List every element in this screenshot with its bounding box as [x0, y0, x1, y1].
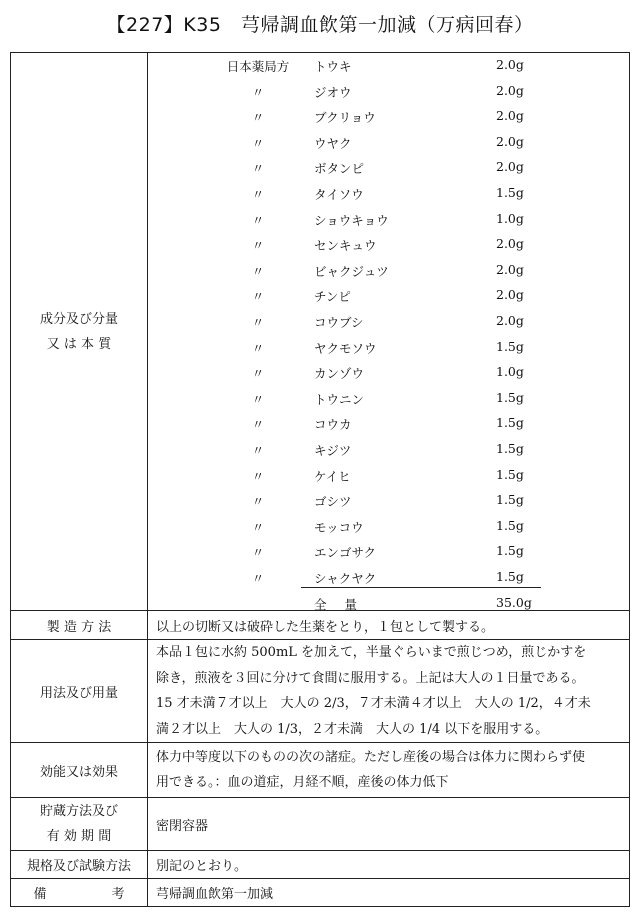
storage-label	[11, 798, 148, 851]
ingredient-row	[156, 57, 623, 75]
ingredient-amount: 1.5g	[496, 466, 524, 482]
ingredient-source: 〃	[251, 161, 265, 177]
ingredient-source: 〃	[251, 315, 265, 330]
ingredient-source: 〃	[251, 340, 265, 356]
ingredient-name: カンゾウ	[314, 366, 365, 382]
ingredient-row	[156, 83, 623, 101]
ingredient-amount: 2.0g	[496, 236, 524, 252]
ingredient-source: 〃	[251, 212, 265, 228]
ingredient-amount: 2.0g	[496, 82, 524, 98]
ingredient-source: 〃	[251, 366, 265, 382]
ingredient-source: 〃	[251, 417, 265, 433]
ingredient-source: 〃	[251, 443, 265, 458]
specs-label: 規格及び試験方法	[11, 851, 148, 879]
ingredient-row	[156, 364, 623, 382]
total-label: 全量	[314, 596, 376, 612]
ingredient-row	[156, 159, 623, 177]
ingredient-row	[156, 108, 623, 126]
ingredient-row	[156, 339, 623, 357]
efficacy-line: 体力中等度以下のものの次の諸症。ただし産後の場合は体力に関わらず使	[156, 749, 586, 765]
storage-label-line1: 貯蔵方法及び	[39, 804, 118, 819]
storage-label-line2: 有 効 期 間	[46, 829, 112, 844]
ingredient-source: 〃	[251, 110, 265, 126]
ingredient-name: エンゴサク	[314, 545, 377, 561]
ingredient-amount: 1.5g	[496, 415, 524, 431]
ingredient-amount: 1.5g	[496, 441, 524, 456]
ingredient-list	[156, 53, 623, 612]
efficacy-label: 効能又は効果	[11, 743, 148, 798]
ingredient-row	[156, 518, 623, 536]
efficacy-line: 用できる。：血の道症，月経不順，産後の体力低下	[156, 775, 449, 790]
spec-table	[10, 52, 630, 907]
remarks-row	[11, 879, 630, 907]
composition-value	[148, 53, 630, 611]
ingredient-name: ブクリョウ	[314, 110, 376, 126]
ingredient-row	[156, 313, 623, 331]
ingredient-name: ヤクモソウ	[314, 340, 377, 356]
ingredient-row	[156, 390, 623, 408]
ingredient-name: ボタンピ	[314, 161, 365, 177]
ingredient-amount: 2.0g	[496, 57, 524, 72]
ingredient-row	[156, 543, 623, 561]
ingredient-name: ビャクジュツ	[314, 263, 389, 279]
ingredient-row	[156, 287, 623, 305]
ingredient-source: 〃	[251, 187, 265, 202]
ingredient-row	[156, 467, 623, 485]
composition-row	[11, 53, 630, 611]
ingredient-source: 〃	[251, 289, 265, 305]
ingredient-name: ケイヒ	[314, 468, 351, 484]
ingredient-amount: 1.5g	[496, 517, 524, 533]
ingredient-row	[156, 415, 623, 433]
ingredient-name: キジツ	[314, 443, 352, 458]
total-amount: 35.0g	[496, 594, 532, 610]
specs-text: 別記のとおり。	[148, 851, 630, 879]
ingredient-source: 〃	[251, 545, 265, 561]
ingredient-amount: 2.0g	[496, 159, 524, 175]
remarks-text: 芎帰調血飲第一加減	[148, 879, 630, 907]
manufacturing-row	[11, 611, 630, 640]
manufacturing-text: 以上の切断又は破砕した生薬をとり，１包として製する。	[148, 611, 630, 640]
ingredient-source: 〃	[251, 494, 265, 510]
ingredient-row	[156, 211, 623, 229]
ingredient-row	[156, 441, 623, 459]
ingredient-row	[156, 185, 623, 203]
ingredient-source: 〃	[251, 263, 265, 279]
efficacy-text	[148, 743, 630, 798]
dosage-label: 用法及び用量	[11, 640, 148, 743]
ingredient-amount: 2.0g	[496, 133, 524, 149]
dosage-line: 本品１包に水約 500mL を加えて，半量ぐらいまで煎じつめ，煎じかすを	[156, 645, 587, 660]
ingredient-source: 〃	[251, 84, 265, 100]
ingredient-name: ジオウ	[314, 84, 352, 100]
composition-label	[11, 53, 148, 611]
ingredient-name: コウブシ	[314, 315, 364, 330]
dosage-line: 除き，煎液を３回に分けて食間に服用する。上記は大人の１日量である。	[156, 670, 585, 686]
ingredient-amount: 1.5g	[496, 543, 524, 559]
ingredient-source: 〃	[251, 468, 265, 484]
ingredient-source: 〃	[251, 571, 265, 586]
ingredient-name: センキュウ	[314, 238, 377, 254]
dosage-line: 15 才未満７才以上 大人の 2/3，７才未満４才以上 大人の 1/2，４才未	[156, 696, 591, 711]
efficacy-row	[11, 743, 630, 798]
ingredient-name: コウカ	[314, 417, 352, 433]
composition-label-line1: 成分及び分量	[39, 311, 118, 327]
ingredient-amount: 1.5g	[496, 338, 524, 354]
document-title: 【227】K35 芎帰調血飲第一加減（万病回春）	[106, 14, 534, 36]
ingredient-amount: 1.5g	[496, 185, 524, 200]
ingredient-amount: 1.0g	[496, 210, 524, 226]
ingredient-source: 〃	[251, 135, 265, 151]
ingredient-row	[156, 569, 623, 587]
ingredient-amount: 1.5g	[496, 569, 524, 584]
ingredient-row	[156, 262, 623, 280]
ingredient-source: 〃	[251, 391, 265, 407]
ingredient-amount: 1.5g	[496, 389, 524, 405]
dosage-row	[11, 640, 630, 743]
ingredient-name: ゴシツ	[314, 494, 352, 510]
ingredient-row	[156, 134, 623, 152]
ingredient-name: トウニン	[314, 391, 365, 407]
storage-text: 密閉容器	[148, 798, 630, 851]
total-divider-line	[301, 587, 541, 588]
ingredient-name: タイソウ	[314, 187, 364, 202]
remarks-label: 備 考	[11, 879, 148, 907]
ingredient-amount: 1.0g	[496, 364, 524, 380]
total-row	[156, 595, 623, 613]
ingredient-name: ショウキョウ	[314, 212, 389, 228]
ingredient-row	[156, 492, 623, 510]
manufacturing-label: 製 造 方 法	[11, 611, 148, 640]
ingredient-amount: 2.0g	[496, 287, 524, 303]
specs-row	[11, 851, 630, 879]
ingredient-amount: 2.0g	[496, 313, 524, 328]
ingredient-name: モッコウ	[314, 519, 364, 535]
dosage-text	[148, 640, 630, 743]
ingredient-name: シャクヤク	[314, 571, 377, 586]
ingredient-amount: 1.5g	[496, 492, 524, 508]
ingredient-source: 〃	[251, 519, 265, 535]
ingredient-name: チンピ	[314, 289, 351, 305]
composition-label-line2: 又 は 本 質	[46, 336, 112, 352]
ingredient-row	[156, 236, 623, 254]
dosage-line: 満２才以上 大人の 1/3，２才未満 大人の 1/4 以下を服用する。	[156, 721, 549, 737]
ingredient-amount: 2.0g	[496, 261, 524, 277]
ingredient-source: 日本薬局方	[226, 59, 290, 74]
ingredient-name: ウヤク	[314, 135, 352, 151]
ingredient-name: トウキ	[314, 59, 352, 74]
ingredient-amount: 2.0g	[496, 108, 524, 124]
storage-row	[11, 798, 630, 851]
ingredient-source: 〃	[251, 238, 265, 254]
